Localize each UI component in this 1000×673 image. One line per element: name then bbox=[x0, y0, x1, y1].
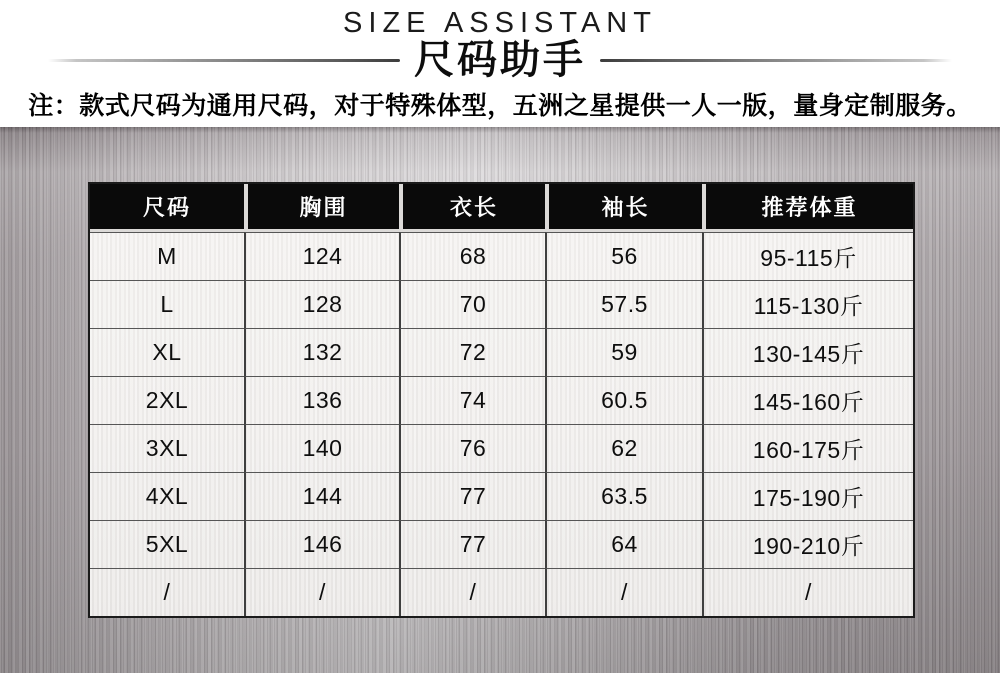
table-cell: / bbox=[545, 568, 702, 616]
table-cell: 63.5 bbox=[545, 472, 702, 520]
column-header: 胸围 bbox=[244, 184, 399, 232]
table-cell: 145-160斤 bbox=[702, 376, 913, 424]
table-cell: 70 bbox=[399, 280, 545, 328]
table-cell: 56 bbox=[545, 232, 702, 280]
table-body bbox=[90, 232, 913, 616]
column-header: 推荐体重 bbox=[702, 184, 913, 232]
table-cell: M bbox=[90, 232, 244, 280]
table-cell: 68 bbox=[399, 232, 545, 280]
table-cell: 3XL bbox=[90, 424, 244, 472]
table-cell: 59 bbox=[545, 328, 702, 376]
table-cell: XL bbox=[90, 328, 244, 376]
table-cell: 132 bbox=[244, 328, 399, 376]
custom-tailoring-note: 注：款式尺码为通用尺码，对于特殊体型，五洲之星提供一人一版，量身定制服务。 bbox=[28, 92, 972, 120]
table-cell: 5XL bbox=[90, 520, 244, 568]
table-row bbox=[90, 568, 913, 616]
table-cell: 115-130斤 bbox=[702, 280, 913, 328]
table-cell: 128 bbox=[244, 280, 399, 328]
page-title-chinese: 尺码助手 bbox=[414, 37, 586, 82]
table-cell: 77 bbox=[399, 472, 545, 520]
table-cell: 190-210斤 bbox=[702, 520, 913, 568]
table-cell: 74 bbox=[399, 376, 545, 424]
table-cell: 140 bbox=[244, 424, 399, 472]
table-cell: / bbox=[90, 568, 244, 616]
table-cell: 136 bbox=[244, 376, 399, 424]
table-row bbox=[90, 520, 913, 568]
brushed-metal-background bbox=[0, 127, 1000, 673]
table-cell: / bbox=[702, 568, 913, 616]
table-cell: 72 bbox=[399, 328, 545, 376]
table-cell: 2XL bbox=[90, 376, 244, 424]
table-cell: 130-145斤 bbox=[702, 328, 913, 376]
chinese-title-row bbox=[0, 38, 1000, 82]
column-header: 尺码 bbox=[90, 184, 244, 232]
title-section bbox=[0, 0, 1000, 127]
table-header-row bbox=[90, 184, 913, 232]
table-row bbox=[90, 232, 913, 280]
table-row bbox=[90, 376, 913, 424]
table-row bbox=[90, 328, 913, 376]
decorative-line-left bbox=[48, 59, 400, 62]
page-title-english: SIZE ASSISTANT bbox=[343, 7, 657, 39]
table-cell: 64 bbox=[545, 520, 702, 568]
decorative-line-right bbox=[600, 59, 952, 62]
table-cell: / bbox=[244, 568, 399, 616]
table-cell: 4XL bbox=[90, 472, 244, 520]
table-cell: 57.5 bbox=[545, 280, 702, 328]
column-header: 袖长 bbox=[545, 184, 702, 232]
table-cell: 144 bbox=[244, 472, 399, 520]
table-row bbox=[90, 280, 913, 328]
table-cell: 62 bbox=[545, 424, 702, 472]
column-header: 衣长 bbox=[399, 184, 545, 232]
table-cell: L bbox=[90, 280, 244, 328]
table-row bbox=[90, 472, 913, 520]
table-row bbox=[90, 424, 913, 472]
size-table bbox=[88, 182, 915, 618]
table-cell: 146 bbox=[244, 520, 399, 568]
table-cell: 76 bbox=[399, 424, 545, 472]
table-cell: 60.5 bbox=[545, 376, 702, 424]
table-cell: 124 bbox=[244, 232, 399, 280]
table-cell: / bbox=[399, 568, 545, 616]
table-cell: 160-175斤 bbox=[702, 424, 913, 472]
table-cell: 95-115斤 bbox=[702, 232, 913, 280]
table-cell: 175-190斤 bbox=[702, 472, 913, 520]
table-cell: 77 bbox=[399, 520, 545, 568]
